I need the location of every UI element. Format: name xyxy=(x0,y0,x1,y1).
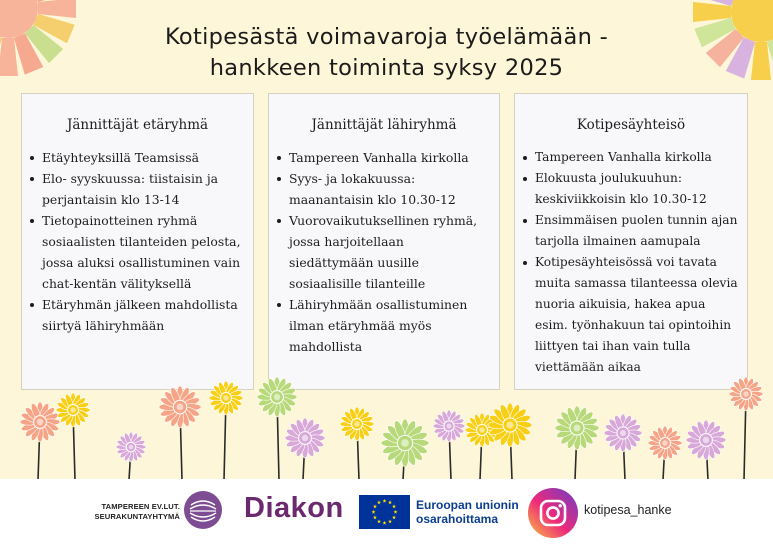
flower xyxy=(159,386,201,480)
flower xyxy=(20,402,60,480)
list-item: Etäyhteyksillä Teamsissä xyxy=(42,147,245,168)
diakon-logo: Diakon xyxy=(244,492,344,524)
flower xyxy=(686,420,726,480)
flower xyxy=(555,406,599,480)
list-item: Kotipesäyhteisössä voi tavata muita samassa tilanteessa olevia nuoria aikuisia, hakea apua esim. työnhakuun tai opintoihin liittyen tai ihan vain tulla viettämään aikaa xyxy=(535,252,739,378)
bullet-list xyxy=(22,147,253,336)
list-item: Tampereen Vanhalla kirkolla xyxy=(535,147,739,168)
list-item: Elokuusta joulukuuhun: keskiviikkoisin klo 10.30-12 xyxy=(535,168,739,210)
card-in-person-group xyxy=(268,93,500,390)
flower xyxy=(285,418,325,480)
card-remote-group xyxy=(21,93,254,390)
list-item: Etäryhmän jälkeen mahdollista siirtyä lähiryhmään xyxy=(42,294,245,336)
list-item: Vuorovaikutuksellinen ryhmä, jossa harjoitellaan siedättymään uusille sosiaalisille tilanteille xyxy=(289,210,491,294)
list-item: Ensimmäisen puolen tunnin ajan tarjolla ilmainen aamupala xyxy=(535,210,739,252)
flower xyxy=(257,377,297,480)
instagram-handle: kotipesa_hanke xyxy=(584,503,672,517)
footer-logos xyxy=(0,479,773,546)
flower xyxy=(209,381,243,480)
list-item: Tietopainotteinen ryhmä sosiaalisten tilanteiden pelosta, jossa aluksi osallistuminen vain chat-kentän välityksellä xyxy=(42,210,245,294)
flower-border xyxy=(0,370,773,480)
eu-label-line-2: osarahoittama xyxy=(416,512,499,526)
flower xyxy=(433,410,465,480)
instagram-icon xyxy=(528,488,578,538)
card-heading: Kotipesäyhteisö xyxy=(576,117,686,133)
flower xyxy=(648,426,682,480)
page-title-line-1: Kotipesästä voimavaroja työelämään - xyxy=(164,24,609,50)
page-title-line-2: hankkeen toiminta syksy 2025 xyxy=(209,55,564,81)
card-heading: Jännittäjät lähiryhmä xyxy=(311,117,457,133)
eu-cofunded-label xyxy=(416,498,519,526)
flower xyxy=(381,419,429,480)
list-item: Elo- syyskuussa: tiistaisin ja perjantaisin klo 13-14 xyxy=(42,168,245,210)
bullet-list xyxy=(515,147,747,378)
flower xyxy=(116,432,146,480)
flower xyxy=(604,414,642,480)
card-community xyxy=(514,93,748,390)
list-item: Lähiryhmään osallistuminen ilman etäryhmää myös mahdollista xyxy=(289,294,491,357)
parish-name-line-1: TAMPEREEN EV.LUT. xyxy=(101,502,180,511)
list-item: Tampereen Vanhalla kirkolla xyxy=(289,147,491,168)
parish-logo-text xyxy=(80,502,180,522)
parish-emblem-icon xyxy=(184,491,222,529)
bullet-list xyxy=(269,147,499,357)
eu-flag-icon xyxy=(359,495,410,529)
flower xyxy=(340,407,374,480)
card-heading: Jännittäjät etäryhmä xyxy=(66,117,209,133)
list-item: Syys- ja lokakuussa: maanantaisin klo 10.30-12 xyxy=(289,168,491,210)
eu-label-line-1: Euroopan unionin xyxy=(416,498,519,512)
page-title xyxy=(0,22,773,84)
flower xyxy=(56,393,90,480)
parish-name-line-2: SEURAKUNTAYHTYMÄ xyxy=(94,512,180,521)
flower xyxy=(729,377,763,480)
